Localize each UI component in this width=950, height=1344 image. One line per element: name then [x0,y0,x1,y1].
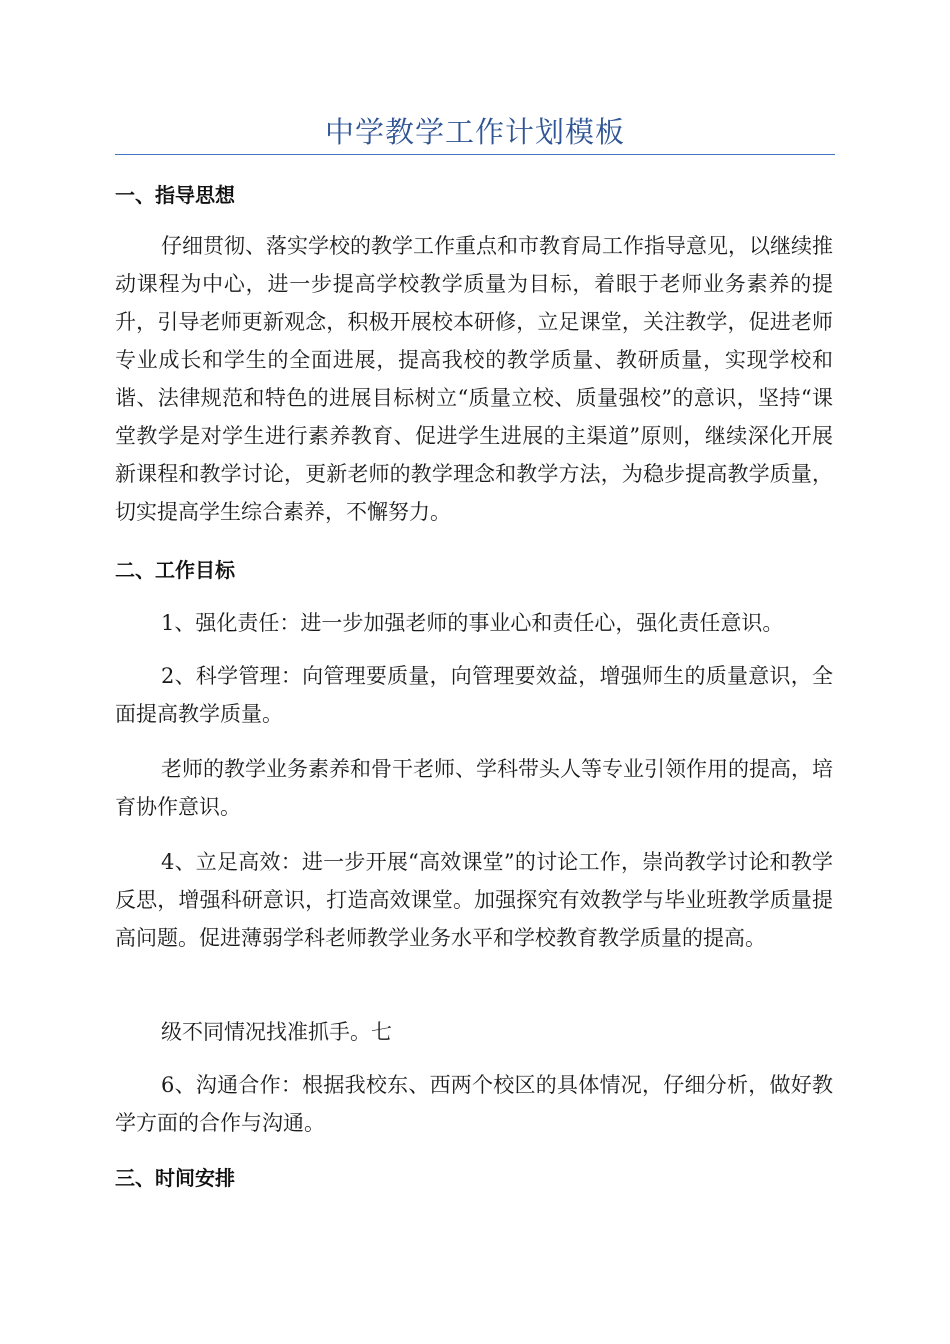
document-title: 中学教学工作计划模板 [324,115,625,149]
paragraph-goal-fragment: 级不同情况找准抓手。七 [161,1020,392,1044]
paragraph-guiding-thought: 仔细贯彻、落实学校的教学工作重点和市教育局工作指导意见，以继续推动课程为中心，进一步提高学校教学质量为目标，着眼于老师业务素养的提升，引导老师更新观念，积极开展校本研修，立足课堂，关注教学，促进老师专业成长和学生的全面进展，提高我校的教学质量、教研质量，实现学校和谐、法律规范和特色的进展目标树立“质量立校、质量强校”的意识，坚持“课堂教学是对学生进行素养教育、促进学生进展的主渠道”原则，继续深化开展新课程和教学讨论，更新老师的教学理念和教学方法，为稳步提高教学质量，切实提高学生综合素养，不懈努力。 [115,234,833,524]
section-heading-schedule: 三、时间安排 [115,1166,235,1190]
section-heading-work-goals: 二、工作目标 [115,558,235,582]
title-underline [115,154,835,155]
paragraph-goal-management: 2、科学管理：向管理要质量，向管理要效益，增强师生的质量意识，全面提高教学质量。 [115,664,833,726]
paragraph-goal-cooperation: 6、沟通合作：根据我校东、西两个校区的具体情况，仔细分析，做好教学方面的合作与沟通。 [115,1073,833,1135]
paragraph-goal-responsibility: 1、强化责任：进一步加强老师的事业心和责任心，强化责任意识。 [161,611,784,635]
paragraph-goal-teacher-quality: 老师的教学业务素养和骨干老师、学科带头人等专业引领作用的提高，培育协作意识。 [115,757,833,819]
paragraph-goal-efficiency: 4、立足高效：进一步开展“高效课堂”的讨论工作，崇尚教学讨论和教学反思，增强科研意识，打造高效课堂。加强探究有效教学与毕业班教学质量提高问题。促进薄弱学科老师教学业务水平和学校教育教学质量的提高。 [115,850,833,950]
section-heading-guiding-thought: 一、指导思想 [115,183,235,207]
